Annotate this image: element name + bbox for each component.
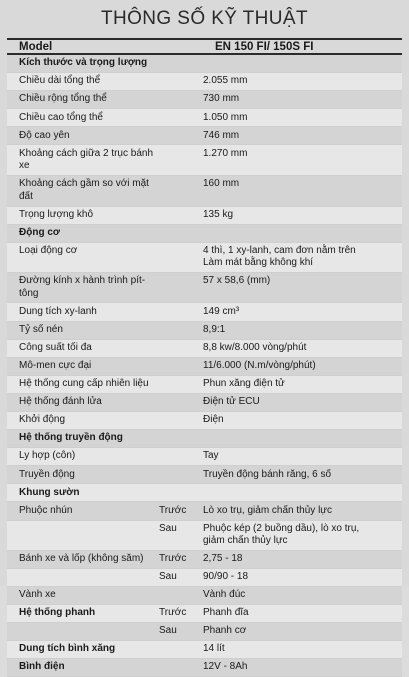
spec-value: 90/90 - 18 (203, 570, 249, 582)
spec-value: Điện tử ECU (203, 396, 260, 408)
spec-position (159, 378, 203, 391)
spec-label (7, 625, 159, 638)
spec-label: Độ cao yên (19, 129, 70, 141)
spec-row (7, 521, 402, 551)
spec-row (7, 569, 402, 587)
model-label: Model (19, 40, 53, 53)
spec-position: Sau (159, 522, 177, 534)
spec-position (159, 342, 203, 355)
spec-row (7, 394, 402, 412)
spec-label: Loại động cơ (19, 244, 78, 256)
spec-label: Ly hợp (côn) (19, 450, 76, 462)
spec-value: Điện (203, 414, 224, 426)
spec-row (7, 273, 402, 304)
section-title: Dung tích bình xăng (19, 643, 116, 655)
spec-value: Phanh cơ (203, 625, 247, 637)
spec-label: Hệ thống đánh lửa (19, 396, 102, 408)
spec-label: Phuộc nhún (19, 504, 73, 516)
spec-value: 1.050 mm (203, 111, 248, 123)
spec-position (159, 324, 203, 337)
spec-position (159, 432, 203, 445)
spec-value: Vành đúc (203, 589, 246, 601)
section-row (7, 605, 402, 623)
spec-position (159, 589, 203, 602)
spec-position (159, 227, 203, 240)
spec-label: Công suất tối đa (19, 341, 92, 353)
spec-position: Sau (159, 570, 177, 582)
spec-position (159, 57, 203, 70)
spec-position (159, 643, 203, 656)
spec-position (159, 112, 203, 125)
spec-position (159, 661, 203, 674)
spec-position: Trước (159, 607, 187, 619)
spec-value: 8,8 kw/8.000 vòng/phút (203, 341, 307, 353)
section-row (7, 659, 402, 677)
spec-position (159, 178, 203, 203)
spec-row (7, 91, 402, 109)
spec-label: Khởi động (19, 414, 66, 426)
spec-label: Hệ thống cung cấp nhiên liệu (19, 378, 149, 390)
spec-row (7, 587, 402, 605)
model-value: EN 150 FI/ 150S FI (215, 40, 314, 53)
spec-value: 746 mm (203, 129, 240, 141)
spec-table (7, 55, 402, 677)
spec-value: 11/6.000 (N.m/vòng/phút) (203, 360, 316, 372)
spec-position: Trước (159, 552, 187, 564)
section-row (7, 641, 402, 659)
spec-value: 149 cm³ (203, 305, 240, 317)
model-header (7, 38, 402, 55)
spec-label (7, 523, 159, 548)
spec-row (7, 207, 402, 225)
section-title: Hệ thống phanh (19, 607, 96, 619)
spec-position (159, 130, 203, 143)
spec-row (7, 73, 402, 91)
spec-label: Khoảng cách giữa 2 trục bánh xe (19, 147, 154, 172)
spec-row (7, 243, 402, 273)
spec-row (7, 303, 402, 321)
spec-position (159, 93, 203, 106)
page-title: THÔNG SỐ KỸ THUẬT (100, 8, 309, 29)
section-title: Hệ thống truyền động (19, 432, 123, 444)
spec-label: Trọng lượng khô (19, 208, 94, 220)
spec-label: Chiều rộng tổng thể (19, 93, 107, 105)
section-title: Động cơ (19, 227, 60, 239)
spec-position (159, 75, 203, 88)
spec-label: Chiều dài tổng thể (19, 75, 101, 87)
section-title: Kích thước và trọng lượng (19, 57, 148, 69)
spec-value: 14 lít (203, 643, 225, 655)
section-row (7, 430, 402, 448)
spec-position (159, 209, 203, 222)
spec-value: Lò xo trụ, giảm chấn thủy lực (203, 504, 332, 516)
section-row (7, 55, 402, 73)
spec-label (7, 571, 159, 584)
spec-label: Dung tích xy-lanh (19, 305, 97, 317)
spec-position (159, 148, 203, 173)
spec-row (7, 412, 402, 430)
spec-label: Đường kính x hành trình pít-tông (19, 275, 146, 299)
spec-label: Chiều cao tổng thể (19, 111, 103, 123)
spec-label: Mô-men cực đại (19, 360, 92, 372)
spec-value: 12V - 8Ah (203, 661, 248, 673)
section-title: Khung sườn (19, 486, 80, 498)
spec-value: 135 kg (203, 208, 234, 220)
spec-row (7, 358, 402, 376)
spec-value: Phuộc kép (2 buồng dầu), lò xo trụ, giảm chấn thủy lực (203, 522, 360, 547)
spec-position (159, 487, 203, 500)
spec-position (159, 414, 203, 427)
spec-position (159, 469, 203, 482)
section-row (7, 225, 402, 243)
spec-row (7, 376, 402, 394)
section-row (7, 484, 402, 502)
spec-row (7, 502, 402, 520)
spec-value: 57 x 58,6 (mm) (203, 275, 271, 287)
spec-row (7, 448, 402, 466)
spec-value (203, 227, 402, 240)
spec-label: Truyền động (19, 468, 75, 480)
section-title: Bình điện (19, 661, 65, 673)
spec-position: Trước (159, 504, 187, 516)
spec-value (203, 487, 402, 500)
spec-label: Bánh xe và lốp (không săm) (19, 552, 144, 564)
spec-row (7, 623, 402, 641)
spec-value: 2.055 mm (203, 75, 248, 87)
spec-position (159, 306, 203, 319)
spec-position (159, 360, 203, 373)
spec-value (203, 432, 402, 445)
spec-value: 8,9:1 (203, 323, 226, 335)
spec-value: Phanh đĩa (203, 607, 249, 619)
spec-value: 730 mm (203, 93, 240, 105)
spec-value: 1.270 mm (203, 147, 248, 159)
spec-position (159, 245, 203, 270)
spec-row (7, 466, 402, 484)
spec-label: Vành xe (19, 589, 56, 601)
spec-value: Tay (203, 450, 219, 462)
spec-value: Phun xăng điện tử (203, 378, 285, 390)
spec-value: Truyền động bánh răng, 6 số (203, 468, 332, 480)
spec-value (203, 57, 402, 70)
spec-label: Tỷ số nén (19, 323, 63, 335)
spec-position: Sau (159, 625, 177, 637)
spec-row (7, 340, 402, 358)
spec-row (7, 145, 402, 176)
spec-row (7, 176, 402, 207)
spec-row (7, 322, 402, 340)
spec-row (7, 127, 402, 145)
spec-value: 2,75 - 18 (203, 552, 243, 564)
spec-position (159, 450, 203, 463)
spec-label: Khoảng cách gầm so với mặt đất (19, 178, 149, 202)
spec-value: 160 mm (203, 178, 240, 190)
spec-row (7, 551, 402, 569)
spec-position (159, 396, 203, 409)
spec-position (159, 275, 203, 300)
spec-value: 4 thì, 1 xy-lanh, cam đơn nằm trên Làm mát bằng không khí (203, 244, 356, 269)
spec-row (7, 109, 402, 127)
